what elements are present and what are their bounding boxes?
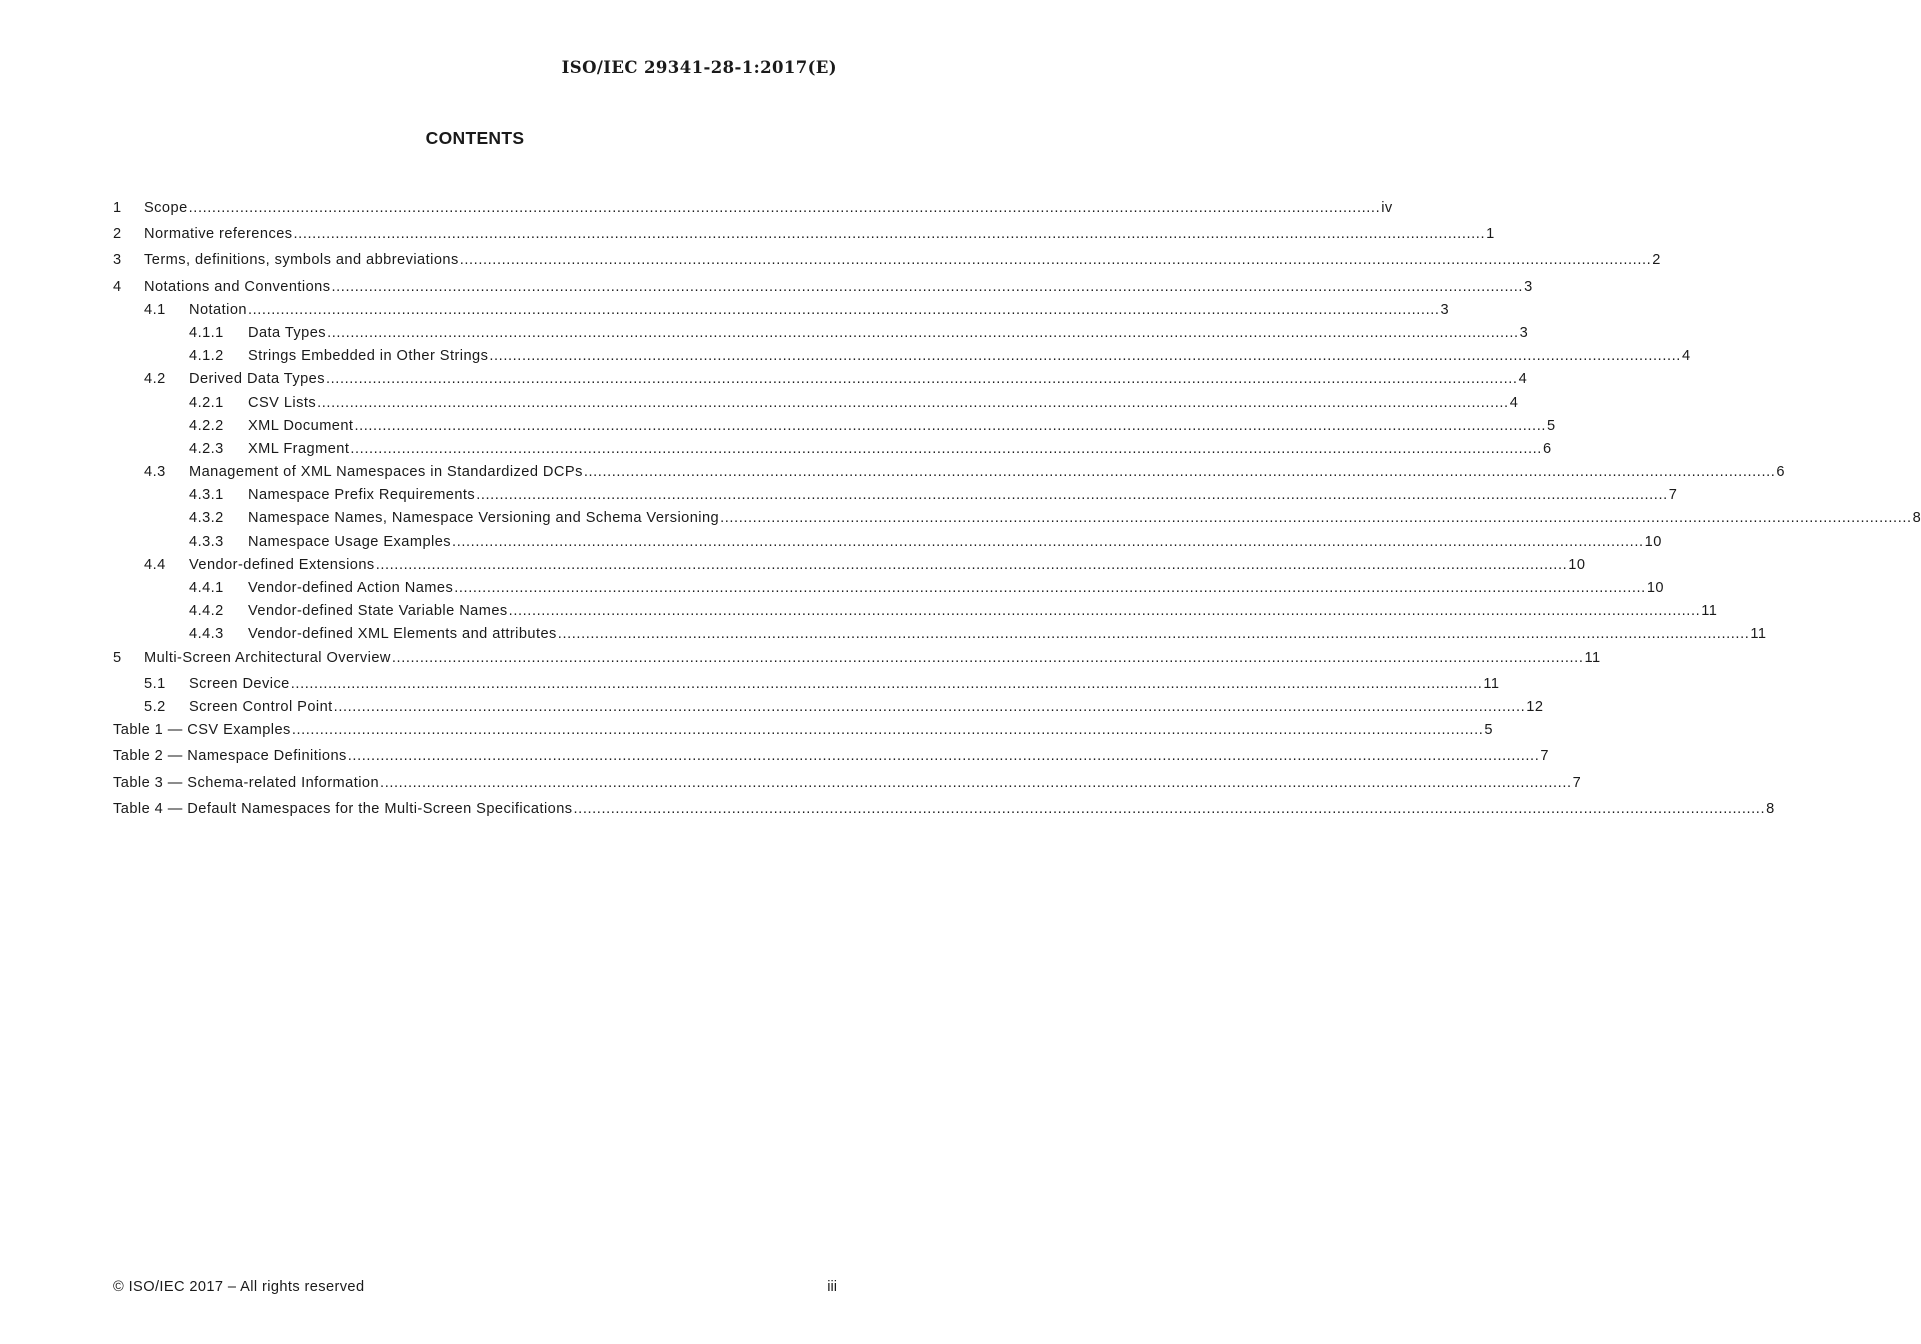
dot-leader [291, 676, 1483, 692]
toc-entry-vendor-state-variables[interactable] [113, 603, 1718, 626]
toc-entry-title: Notation [189, 301, 247, 318]
toc-entry-multiscreen-overview[interactable] [113, 649, 1601, 673]
toc-entry-page: 2 [1652, 252, 1661, 269]
toc-entry-table-1[interactable] [113, 722, 1493, 745]
toc-entry-page: 8 [1766, 800, 1775, 817]
dot-leader [292, 722, 1484, 738]
toc-entry-page: 3 [1519, 324, 1529, 341]
toc-entry-number: 4.2 [144, 371, 166, 388]
toc-entry-number: 2 [113, 226, 122, 243]
toc-entry-title: Table 3 — Schema-related Information [113, 774, 380, 791]
toc-entry-title: Screen Control Point [189, 698, 333, 715]
dot-leader [392, 650, 1584, 666]
dot-leader [348, 748, 1540, 764]
toc-entry-page: iv [1381, 200, 1393, 216]
dot-leader [327, 325, 1519, 341]
toc-entry-namespace-versioning[interactable] [113, 510, 1921, 533]
document-id-header: ISO/IEC 29341-28-1:2017(E) [561, 58, 837, 77]
toc-entry-page: 7 [1668, 487, 1678, 504]
toc-entry-number: 4 [113, 278, 122, 295]
toc-entry-scope[interactable] [113, 200, 1393, 223]
contents-title: CONTENTS [425, 128, 525, 148]
toc-entry-title: Table 4 — Default Namespaces for the Multi-Screen Specifications [113, 800, 573, 817]
toc-entry-number: 4.1.2 [189, 348, 224, 365]
toc-entry-number: 4.4.1 [189, 580, 224, 596]
dot-leader [489, 348, 1681, 364]
toc-entry-title: CSV Lists [248, 394, 317, 411]
toc-entry-page: 10 [1568, 556, 1586, 573]
toc-entry-title: Vendor-defined Extensions [189, 556, 375, 573]
toc-entry-number: 5.2 [144, 698, 166, 715]
toc-entry-screen-device[interactable] [113, 675, 1500, 699]
toc-entry-xml-namespaces-management[interactable] [113, 464, 1785, 487]
toc-entry-title: Strings Embedded in Other Strings [248, 348, 489, 365]
table-of-contents [113, 200, 1921, 824]
toc-entry-derived-data-types[interactable] [113, 371, 1528, 394]
toc-entry-number: 3 [113, 252, 122, 269]
toc-entry-vendor-action-names[interactable] [113, 580, 1664, 603]
toc-entry-xml-document[interactable] [113, 417, 1556, 441]
toc-entry-number: 1 [113, 200, 122, 216]
toc-entry-page: 1 [1486, 226, 1495, 243]
toc-entry-title: Normative references [144, 226, 293, 243]
toc-entry-terms-definitions[interactable] [113, 252, 1661, 275]
toc-entry-title: Derived Data Types [189, 371, 325, 388]
toc-entry-title: Namespace Names, Namespace Versioning and Schema Versioning [248, 510, 720, 527]
toc-entry-vendor-extensions[interactable] [113, 556, 1586, 580]
dot-leader [189, 200, 1381, 216]
toc-entry-data-types[interactable] [113, 324, 1529, 348]
toc-entry-title: XML Fragment [248, 440, 350, 457]
toc-entry-table-3[interactable] [113, 774, 1582, 798]
dot-leader [558, 626, 1750, 642]
dot-leader [248, 302, 1440, 318]
toc-entry-number: 4.4.3 [189, 626, 224, 643]
toc-entry-page: 5 [1547, 417, 1556, 434]
toc-entry-vendor-xml-elements[interactable] [113, 626, 1767, 649]
dot-leader [380, 775, 1572, 791]
toc-entry-title: Vendor-defined XML Elements and attributes [248, 626, 557, 643]
toc-entry-page: 11 [1750, 626, 1767, 643]
dot-leader [334, 699, 1526, 715]
page-number: iii [827, 1279, 837, 1295]
toc-entry-table-4[interactable] [113, 800, 1775, 824]
toc-entry-namespace-prefix[interactable] [113, 487, 1678, 510]
toc-entry-number: 4.4 [144, 556, 166, 573]
toc-entry-title: Screen Device [189, 675, 290, 692]
toc-entry-number: 4.1 [144, 301, 166, 318]
toc-entry-normative-references[interactable] [113, 226, 1495, 249]
toc-entry-page: 10 [1646, 580, 1664, 596]
toc-entry-number: 4.3.2 [189, 510, 224, 527]
toc-entry-title: Management of XML Namespaces in Standardized DCPs [189, 464, 583, 481]
toc-entry-title: Terms, definitions, symbols and abbreviations [144, 252, 459, 269]
toc-entry-xml-fragment[interactable] [113, 440, 1552, 464]
toc-entry-title: Table 1 — CSV Examples [113, 722, 291, 739]
toc-entry-title: Notations and Conventions [144, 278, 331, 295]
toc-entry-table-2[interactable] [113, 748, 1549, 771]
toc-entry-title: Vendor-defined Action Names [248, 580, 454, 596]
toc-entry-title: Multi-Screen Architectural Overview [144, 649, 391, 666]
toc-entry-page: 3 [1440, 301, 1450, 318]
toc-entry-page: 4 [1509, 394, 1519, 411]
dot-leader [460, 252, 1652, 268]
toc-entry-notation[interactable] [113, 301, 1450, 325]
toc-entry-page: 4 [1681, 348, 1691, 365]
toc-entry-page: 12 [1526, 698, 1544, 715]
toc-entry-namespace-usage[interactable] [113, 533, 1662, 557]
dot-leader [509, 603, 1701, 619]
toc-entry-title: XML Document [248, 417, 354, 434]
dot-leader [584, 464, 1776, 480]
dot-leader [574, 801, 1766, 817]
toc-entry-page: 6 [1542, 440, 1552, 457]
toc-entry-title: Vendor-defined State Variable Names [248, 603, 508, 620]
dot-leader [720, 510, 1912, 526]
toc-entry-page: 6 [1776, 464, 1785, 481]
toc-entry-page: 11 [1701, 603, 1718, 620]
toc-entry-number: 4.2.1 [189, 394, 224, 411]
toc-entry-page: 7 [1540, 748, 1549, 765]
toc-entry-number: 4.2.2 [189, 417, 224, 434]
toc-entry-number: 4.3 [144, 464, 166, 481]
toc-entry-page: 8 [1912, 510, 1921, 527]
toc-entry-number: 4.2.3 [189, 440, 224, 457]
dot-leader [326, 371, 1518, 387]
dot-leader [332, 279, 1524, 295]
toc-entry-number: 5 [113, 649, 122, 666]
dot-leader [317, 395, 1509, 411]
toc-entry-page: 5 [1484, 722, 1493, 739]
dot-leader [294, 226, 1486, 242]
toc-entry-number: 4.3.1 [189, 487, 224, 504]
toc-entry-number: 4.4.2 [189, 603, 224, 620]
toc-entry-strings-embedded[interactable] [113, 348, 1691, 371]
toc-entry-notations-conventions[interactable] [113, 278, 1533, 302]
dot-leader [350, 441, 1542, 457]
dot-leader [454, 580, 1646, 596]
copyright-footer: © ISO/IEC 2017 – All rights reserved [113, 1279, 365, 1295]
toc-entry-title: Scope [144, 200, 188, 216]
toc-entry-number: 4.1.1 [189, 324, 224, 341]
dot-leader [476, 487, 1668, 503]
toc-entry-screen-control-point[interactable] [113, 698, 1544, 722]
dot-leader [376, 557, 1568, 573]
toc-entry-title: Namespace Prefix Requirements [248, 487, 476, 504]
toc-entry-number: 4.3.3 [189, 533, 224, 550]
toc-entry-page: 11 [1483, 675, 1500, 692]
toc-entry-title: Namespace Usage Examples [248, 533, 452, 550]
toc-entry-page: 3 [1524, 278, 1533, 295]
toc-entry-title: Table 2 — Namespace Definitions [113, 748, 347, 765]
toc-entry-number: 5.1 [144, 675, 166, 692]
dot-leader [354, 418, 1546, 434]
toc-entry-page: 4 [1518, 371, 1528, 388]
toc-entry-page: 7 [1572, 774, 1582, 791]
toc-entry-page: 10 [1644, 533, 1662, 550]
toc-entry-title: Data Types [248, 324, 327, 341]
toc-entry-page: 11 [1584, 649, 1601, 666]
dot-leader [452, 534, 1644, 550]
toc-entry-csv-lists[interactable] [113, 394, 1519, 418]
